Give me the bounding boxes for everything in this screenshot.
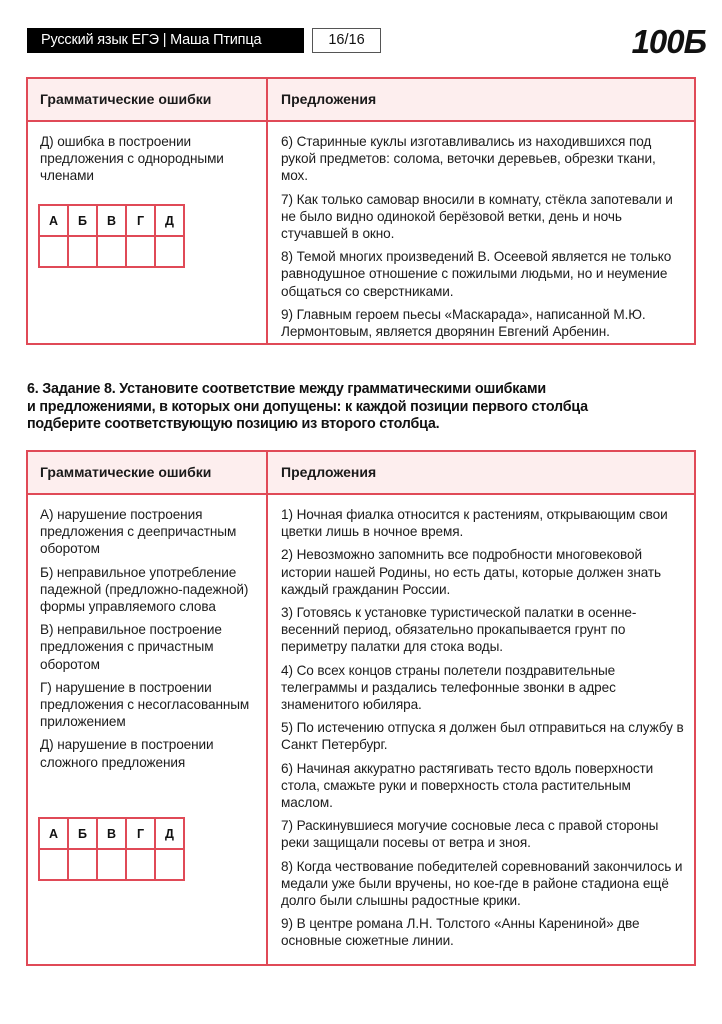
grid-letter: Б — [68, 818, 97, 849]
error-item-a: А) нарушение построения предложения с деепричастным оборотом — [40, 507, 237, 557]
answer-cell-d[interactable] — [155, 236, 184, 267]
answer-cell-g[interactable] — [126, 849, 155, 880]
sentence-item: 1) Ночная фиалка относится к растениям, открывающим свои цветки лишь в ночное время. — [281, 507, 668, 540]
sentence-item: 8) Когда чествование победителей соревнований закончилось и медали уже были вручены, но кое-где в районе стадиона ещё долго были слышны радостные крики. — [281, 858, 683, 909]
sentence-item: 8) Темой многих произведений В. Осеевой является не только равнодушное отношение с пожилыми людьми, но и неумение общаться со сверстниками. — [281, 249, 672, 299]
sentence-item: 9) В центре романа Л.Н. Толстого «Анны Карениной» две основные сюжетные линии. — [281, 916, 640, 949]
sentence-item: 5) По истечению отпуска я должен был отправиться на службу в Санкт Петербург. — [281, 720, 684, 753]
sentence-item: 6) Начиная аккуратно растягивать тесто вдоль поверхности стола, смажьте руки и поверхность стола растительным маслом. — [281, 760, 654, 811]
answer-grid-letters — [39, 205, 184, 236]
answer-cell-v[interactable] — [97, 236, 126, 267]
grid-letter: В — [97, 818, 126, 849]
matching-table-continued — [26, 77, 696, 345]
task-line: и предложениями, в которых они допущены: к каждой позиции первого столбца — [27, 398, 588, 415]
answer-cell-b[interactable] — [68, 849, 97, 880]
answer-grid-inputs — [39, 849, 184, 880]
answer-grid-inputs — [39, 236, 184, 267]
grid-letter: Б — [68, 205, 97, 236]
column-header-sentences: Предложения — [281, 464, 377, 480]
column-header-sentences: Предложения — [281, 91, 377, 107]
column-header-errors: Грамматические ошибки — [28, 79, 268, 120]
sentence-item: 7) Как только самовар вносили в комнату, стёкла запотевали и не было видно одинокой берёзовой ветки, день и ночь стучавшей в окно. — [281, 191, 673, 242]
sentence-item: 3) Готовясь к установке туристической палатки в осенне-весенний период, обязательно прокапывается грунт по периметру палатки для стока воды. — [281, 605, 637, 655]
course-label: Русский язык ЕГЭ | Маша Птипца — [27, 28, 304, 53]
answer-grid — [38, 204, 185, 268]
grid-letter: А — [39, 205, 68, 236]
sentence-item: 6) Старинные куклы изготавливались из находившихся под рукой предметов: солома, веточки деревьев, обрезки ткани, мох. — [281, 134, 656, 184]
answer-cell-v[interactable] — [97, 849, 126, 880]
answer-grid-letters — [39, 818, 184, 849]
error-item-d: Д) нарушение в построении сложного предложения — [40, 737, 214, 770]
answer-cell-d[interactable] — [155, 849, 184, 880]
grid-letter: Д — [155, 205, 184, 236]
sentence-item: 2) Невозможно запомнить все подробности многовековой истории нашей Родины, но есть даты, которые должен знать каждый гражданин России. — [281, 547, 662, 597]
answer-cell-b[interactable] — [68, 236, 97, 267]
grid-letter: Г — [126, 205, 155, 236]
grid-letter: Г — [126, 818, 155, 849]
sentences-column — [268, 495, 694, 964]
task-line: 6. Задание 8. Установите соответствие между грамматическими ошибками — [27, 381, 546, 397]
sentence-item: 4) Со всех концов страны полетели поздравительные телеграммы и раздались телефонные звонки в адрес знаменитого юбиляра. — [281, 662, 616, 713]
table-header-row — [28, 79, 694, 122]
error-item-b: Б) неправильное употребление падежной (предложно-падежной) формы управляемого слова — [40, 564, 249, 615]
task-line: подберите соответствующую позицию из второго столбца. — [27, 416, 440, 432]
grid-letter: В — [97, 205, 126, 236]
brand-logo: 100Б — [631, 23, 706, 60]
answer-grid — [38, 817, 185, 881]
error-item-g: Г) нарушение в построении предложения с несогласованным приложением — [40, 679, 250, 730]
grid-letter: Д — [155, 818, 184, 849]
error-item-d: Д) ошибка в построении предложения с однородными членами — [40, 134, 224, 184]
task-statement — [27, 381, 697, 434]
column-header-errors: Грамматические ошибки — [28, 452, 268, 493]
sentence-item: 9) Главным героем пьесы «Маскарада», написанной М.Ю. Лермонтовым, является дворянин Евгений Арбенин. — [281, 306, 646, 340]
page-header — [27, 28, 381, 53]
sentence-item: 7) Раскинувшиеся могучие сосновые леса с правой стороны реки защищали посевы от ветра и зноя. — [281, 818, 659, 851]
answer-cell-a[interactable] — [39, 236, 68, 267]
errors-column — [28, 495, 268, 964]
table-body — [28, 122, 694, 343]
answer-cell-g[interactable] — [126, 236, 155, 267]
answer-cell-a[interactable] — [39, 849, 68, 880]
table-body — [28, 495, 694, 964]
matching-table-task-8 — [26, 450, 696, 966]
grid-letter: А — [39, 818, 68, 849]
table-header-row — [28, 452, 694, 495]
error-item-v: В) неправильное построение предложения с причастным оборотом — [40, 622, 222, 672]
errors-column — [28, 122, 268, 343]
page-counter: 16/16 — [312, 28, 381, 53]
sentences-column — [268, 122, 694, 343]
